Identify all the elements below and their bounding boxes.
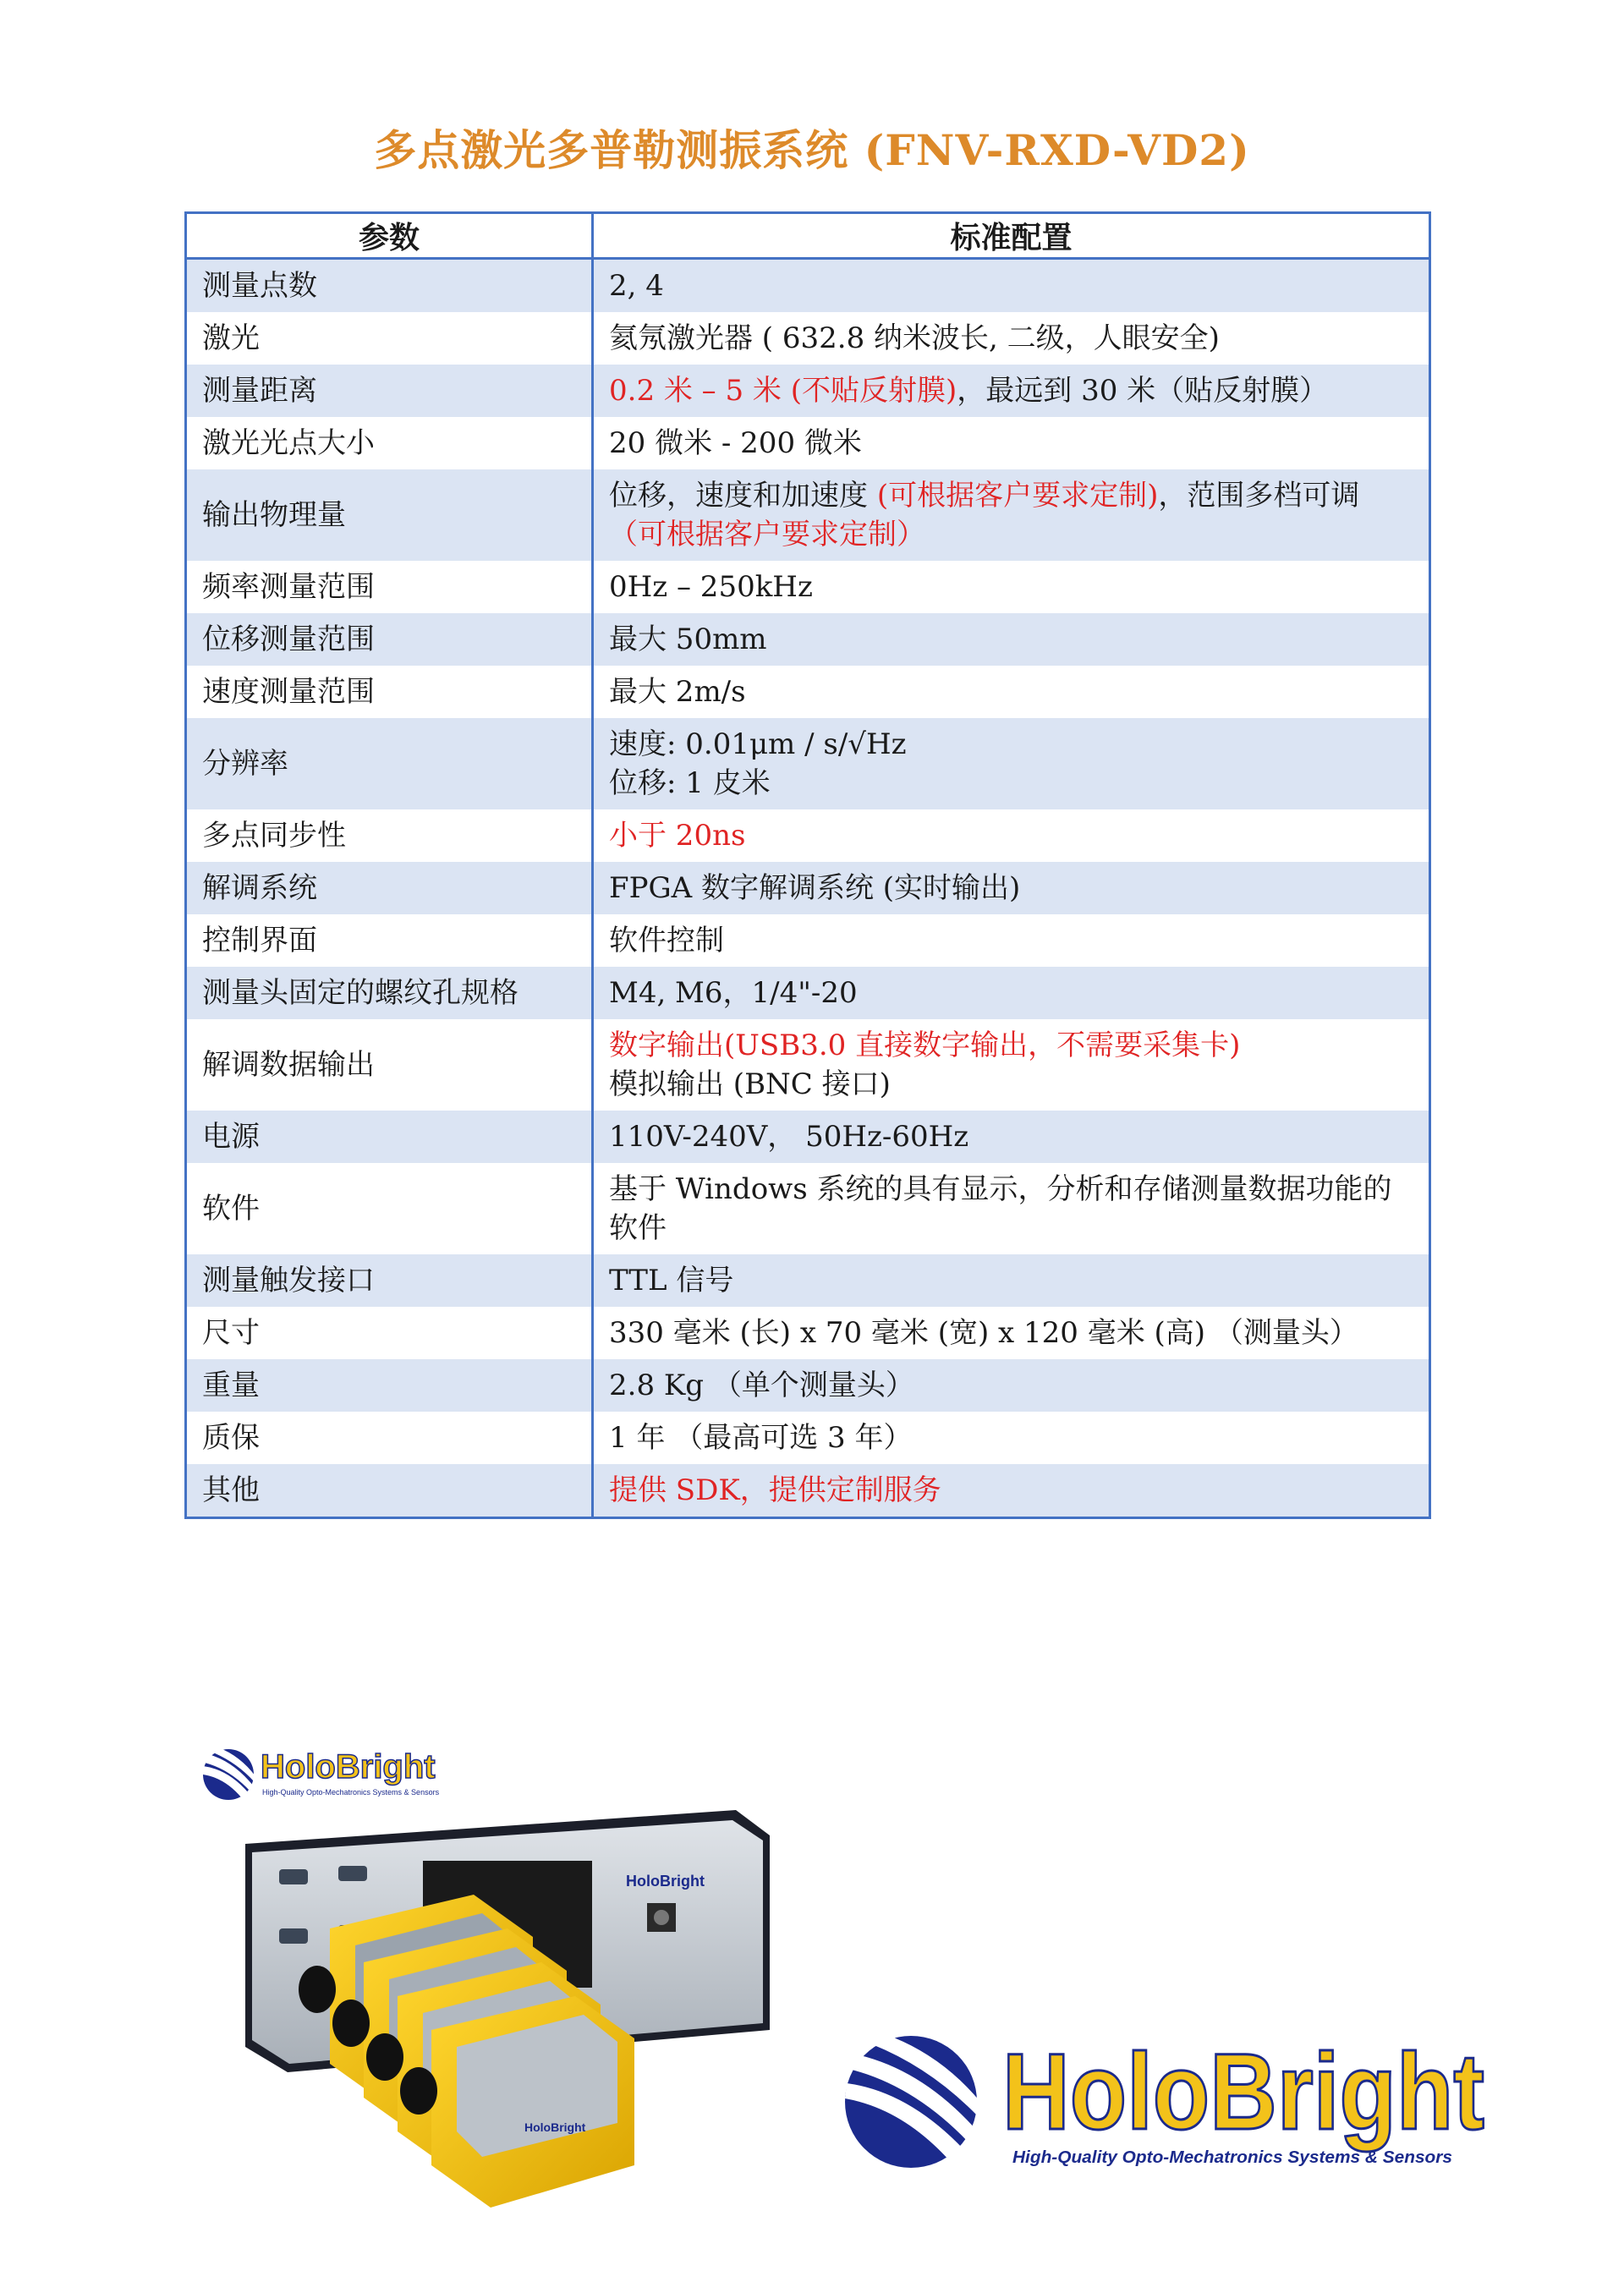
value-text: 小于 20ns	[609, 819, 746, 853]
table-row	[186, 1464, 1430, 1518]
table-row	[186, 469, 1430, 561]
value-text: ，最远到 30 米（贴反射膜）	[957, 374, 1329, 408]
logo-mark-icon	[845, 2032, 980, 2168]
value-text: 模拟输出 (BNC 接口)	[609, 1067, 891, 1101]
param-cell: 激光	[186, 312, 593, 365]
value-text: 330 毫米 (长) x 70 毫米 (宽) x 120 毫米 (高) （测量头）	[609, 1316, 1358, 1350]
param-cell: 尺寸	[186, 1307, 593, 1359]
table-row	[186, 561, 1430, 613]
value-text: M4, M6，1/4"-20	[609, 976, 858, 1010]
table-row	[186, 809, 1430, 862]
table-row	[186, 365, 1430, 417]
value-cell	[593, 613, 1430, 666]
value-cell	[593, 561, 1430, 613]
param-cell: 其他	[186, 1464, 593, 1518]
panel-brand: HoloBright	[626, 1873, 705, 1890]
value-cell	[593, 914, 1430, 967]
logo-brand: HoloBright	[1002, 2032, 1484, 2153]
table-row	[186, 862, 1430, 914]
value-cell	[593, 1307, 1430, 1359]
param-cell: 解调数据输出	[186, 1019, 593, 1111]
value-text: 氦氖激光器 ( 632.8 纳米波长, 二级，人眼安全)	[609, 321, 1220, 355]
value-text: 位移: 1 皮米	[609, 766, 771, 800]
value-text: 位移，速度和加速度	[609, 479, 877, 513]
table-row	[186, 1254, 1430, 1307]
param-cell: 测量触发接口	[186, 1254, 593, 1307]
value-text: 0.2 米 – 5 米 (不贴反射膜)	[609, 374, 957, 408]
value-cell	[593, 312, 1430, 365]
table-row	[186, 718, 1430, 809]
value-cell	[593, 469, 1430, 561]
value-cell	[593, 259, 1430, 313]
param-cell: 测量点数	[186, 259, 593, 313]
table-row	[186, 666, 1430, 718]
value-text: 速度: 0.01μm / s/√Hz	[609, 727, 907, 761]
holobright-logo	[842, 2017, 1501, 2186]
value-text: 20 微米 - 200 微米	[609, 426, 862, 460]
value-text: 基于 Windows 系统的具有显示，分析和存储测量数据功能的	[609, 1172, 1392, 1206]
param-cell: 频率测量范围	[186, 561, 593, 613]
value-text: FPGA 数字解调系统 (实时输出)	[609, 871, 1021, 905]
value-text: 2.8 Kg （单个测量头）	[609, 1369, 914, 1402]
value-text: 110V-240V， 50Hz-60Hz	[609, 1120, 969, 1154]
value-cell	[593, 417, 1430, 469]
param-cell: 软件	[186, 1163, 593, 1254]
value-text: 提供 SDK，提供定制服务	[609, 1473, 941, 1507]
value-text: 数字输出(USB3.0 直接数字输出，不需要采集卡)	[609, 1029, 1241, 1062]
param-cell: 输出物理量	[186, 469, 593, 561]
param-cell: 解调系统	[186, 862, 593, 914]
table-row	[186, 1412, 1430, 1464]
param-cell: 控制界面	[186, 914, 593, 967]
value-text: 最大 2m/s	[609, 675, 746, 709]
param-cell: 位移测量范围	[186, 613, 593, 666]
spec-table-body	[186, 259, 1430, 1518]
header-value: 标准配置	[593, 213, 1430, 259]
table-row	[186, 259, 1430, 313]
value-cell	[593, 809, 1430, 862]
small-logo-tagline: High-Quality Opto-Mechatronics Systems & Sensors	[262, 1788, 440, 1797]
table-row	[186, 1307, 1430, 1359]
value-cell	[593, 1254, 1430, 1307]
value-cell	[593, 718, 1430, 809]
param-cell: 多点同步性	[186, 809, 593, 862]
param-cell: 重量	[186, 1359, 593, 1412]
param-cell: 分辨率	[186, 718, 593, 809]
value-cell	[593, 1359, 1430, 1412]
table-row	[186, 1163, 1430, 1254]
header-param: 参数	[186, 213, 593, 259]
value-text: 2, 4	[609, 269, 664, 303]
param-cell: 电源	[186, 1111, 593, 1163]
value-cell	[593, 1019, 1430, 1111]
table-row	[186, 1359, 1430, 1412]
value-text: 最大 50mm	[609, 623, 767, 656]
value-text: 0Hz – 250kHz	[609, 570, 813, 604]
small-logo-brand: HoloBright	[261, 1748, 436, 1786]
param-cell: 质保	[186, 1412, 593, 1464]
value-cell	[593, 365, 1430, 417]
table-row	[186, 1111, 1430, 1163]
table-row	[186, 613, 1430, 666]
value-cell	[593, 1464, 1430, 1518]
value-text: 软件控制	[609, 924, 724, 957]
value-text: （可根据客户要求定制）	[609, 518, 925, 551]
table-row	[186, 967, 1430, 1019]
value-cell	[593, 1163, 1430, 1254]
param-cell: 激光光点大小	[186, 417, 593, 469]
param-cell: 测量头固定的螺纹孔规格	[186, 967, 593, 1019]
table-row	[186, 417, 1430, 469]
value-cell	[593, 967, 1430, 1019]
logo-tagline: High-Quality Opto-Mechatronics Systems & Sensors	[1012, 2148, 1452, 2167]
value-text: ，范围多档可调	[1158, 479, 1360, 513]
head-brand: HoloBright	[524, 2120, 586, 2134]
value-cell	[593, 666, 1430, 718]
value-cell	[593, 1111, 1430, 1163]
param-cell: 测量距离	[186, 365, 593, 417]
value-text: 软件	[609, 1211, 667, 1245]
spec-table	[184, 211, 1431, 1519]
value-cell	[593, 862, 1430, 914]
value-text: 1 年 （最高可选 3 年）	[609, 1421, 913, 1455]
device-illustration	[228, 1802, 787, 2224]
value-text: (可根据客户要求定制)	[876, 479, 1159, 513]
table-row	[186, 1019, 1430, 1111]
value-text: TTL 信号	[609, 1264, 734, 1297]
holobright-small-logo	[200, 1741, 487, 1808]
document-title: 多点激光多普勒测振系统 (FNV-RXD-VD2)	[374, 125, 1250, 175]
table-row	[186, 312, 1430, 365]
table-row	[186, 914, 1430, 967]
logo-mark-icon	[203, 1747, 255, 1800]
value-cell	[593, 1412, 1430, 1464]
param-cell: 速度测量范围	[186, 666, 593, 718]
table-header-row	[186, 213, 1430, 259]
